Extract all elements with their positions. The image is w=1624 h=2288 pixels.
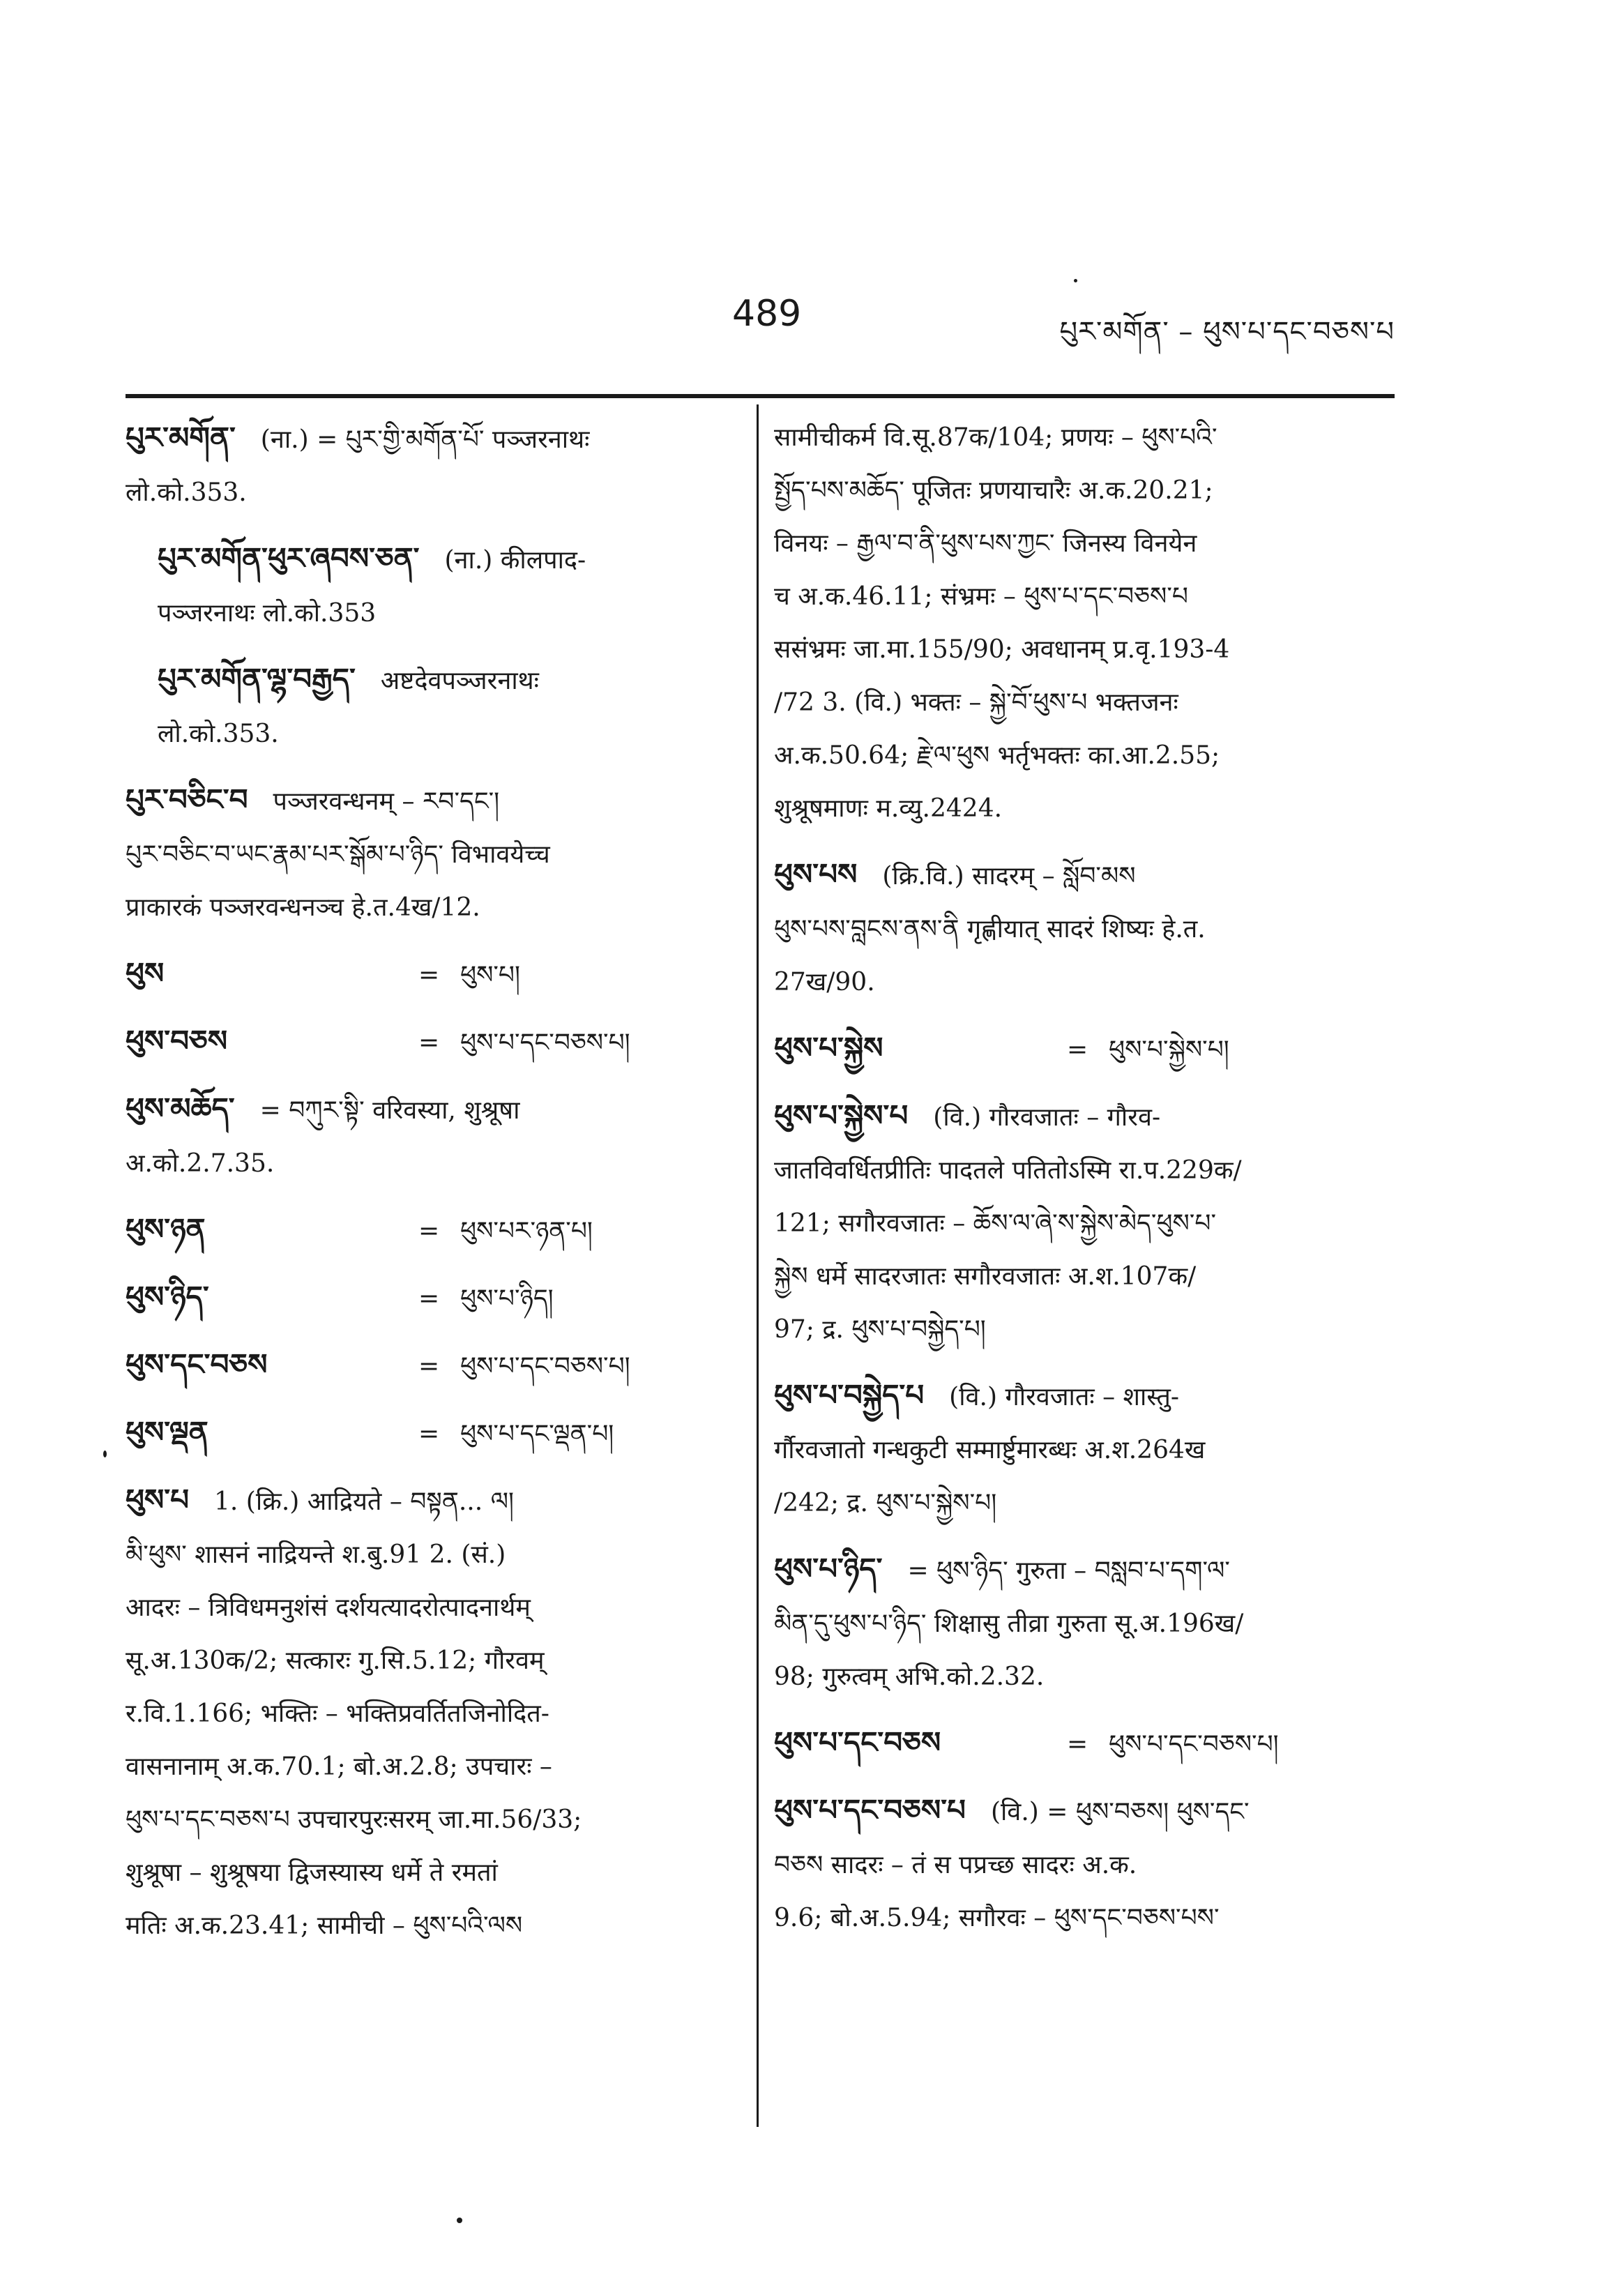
- entry-text-line: र.वि.1.166; भक्तिः – भक्तिप्रवर्तितजिनोदित-: [126, 1699, 549, 1728]
- entry-text-line: 98; गुरुत्वम् अभि.को.2.32.: [774, 1662, 1045, 1691]
- entry-text-line: /242; द्र. ཕུས་པ་སྐྱེས་པ།: [774, 1489, 997, 1517]
- dictionary-entry: [126, 1203, 718, 1258]
- dictionary-entry: [126, 773, 718, 934]
- entry-crossref: ཕུས་པ་དང་བཅས་པ།: [460, 1352, 630, 1381]
- entry-text-line: सू.अ.130क/2; सत्कारः गु.सि.5.12; गौरवम्: [126, 1646, 545, 1675]
- dictionary-entry: [126, 1338, 718, 1393]
- entry-headword: པུར་བཅིང་བ: [126, 782, 248, 817]
- dictionary-entry: [774, 1369, 1388, 1530]
- entry-text-line: 1. (क्रि.) आद्रियते – བསྟན... ལ།: [214, 1487, 515, 1516]
- entry-text-line: (वि.) गौरवजातः – शास्तु-: [949, 1383, 1180, 1411]
- entry-text-line: མིན་དུ་ཕུས་པ་ཉིད་ शिक्षासु तीव्रा गुरुता सू.अ.196ख/: [774, 1609, 1244, 1638]
- dictionary-entry: [774, 1784, 1388, 1945]
- equals-sign: =: [418, 1285, 440, 1313]
- entry-text-line: विनयः – རྒྱལ་བ་ནི་ཕུས་པས་ཀྱང་ जिनस्य विनयेन: [774, 529, 1197, 558]
- entry-text-line: लो.को.353.: [126, 478, 247, 507]
- header-rule: [126, 394, 1395, 398]
- equals-sign: =: [1067, 1036, 1088, 1064]
- entry-text-line: པུར་བཅིང་བ་ཡང་རྣམ་པར་སྒོམ་པ་ཉིད་ विभावयेच्च: [126, 840, 550, 869]
- entry-headword: ཕུས་ཉིད་: [126, 1280, 209, 1314]
- equals-sign: =: [418, 1029, 440, 1057]
- entry-text-line: पञ्जरनाथः लो.को.353: [158, 599, 377, 628]
- dictionary-entry: [126, 532, 718, 640]
- entry-crossref: ཕུས་པ་དང་བཅས་པ།: [1109, 1730, 1279, 1759]
- speck: [103, 1450, 107, 1457]
- entry-text-line: 121; सगौरवजातः – ཆོས་ལ་ཞེ་ས་སྐྱེས་མེད་ཕུས་པ་: [774, 1209, 1217, 1238]
- entry-crossref: ཕུས་པ་དང་བཅས་པ།: [460, 1029, 630, 1057]
- entry-text-line: བཅས सादरः – तं स पप्रच्छ सादरः अ.क.: [774, 1851, 1137, 1879]
- entry-text-line: 27ख/90.: [774, 968, 875, 997]
- entry-text-line: अ.को.2.7.35.: [126, 1149, 275, 1178]
- speck: [457, 2218, 462, 2223]
- entry-text-line: शुश्रूषमाणः म.व्यु.2424.: [774, 794, 1003, 823]
- entry-text-line: 97; द्र. ཕུས་པ་བསྐྱེད་པ།: [774, 1315, 986, 1344]
- entry-headword: ཕུས་དང་བཅས: [126, 1347, 268, 1381]
- entry-text-line: ཕུས་པས་བླངས་ནས་ནི गृह्णीयात् सादरं शिष्यः हे.त.: [774, 915, 1206, 944]
- entry-text-line: /72 3. (वि.) भक्तः – སྐྱེ་བོ་ཕུས་པ भक्तजनः: [774, 688, 1178, 717]
- entry-text-line: पञ्जरवन्धनम् – རབ་དང་།: [273, 787, 500, 816]
- entry-text-line: = ཕུས་ཉིད་ गुरुता – བསླབ་པ་དག་ལ་: [907, 1556, 1230, 1585]
- dictionary-entry: [774, 1543, 1388, 1704]
- entry-text-line: (वि.) गौरवजातः – गौरव-: [933, 1103, 1161, 1132]
- entry-headword: ཕུས་ཉན: [126, 1212, 206, 1246]
- entry-text-line: शुश्रूषा – शुश्रूषया द्विजस्यास्य धर्मे ते रमतां: [126, 1858, 498, 1887]
- entry-crossref: ཕུས་པ་དང་ལྡན་པ།: [460, 1420, 614, 1448]
- entry-headword: པུར་མགོན་ལྷ་བརྒྱད་: [158, 662, 356, 696]
- entry-text-line: (ना.) कीलपाद-: [444, 546, 586, 575]
- entry-text-line: ཕུས་པ་དང་བཅས་པ उपचारपुरःसरम् जा.मा.56/33;: [126, 1805, 582, 1834]
- dictionary-entry: [126, 1082, 718, 1190]
- entry-crossref: ཕུས་པ་ཉིད།: [460, 1285, 554, 1313]
- entry-text-line: आदरः – त्रिविधमनुशंसं दर्शयत्यादरोत्पादनार्थम्: [126, 1593, 531, 1622]
- entry-headword: ཕུས་ལྡན: [126, 1415, 208, 1449]
- entry-text-line: अ.क.50.64; རྗེ་ལ་ཕུས भर्तृभक्तः का.आ.2.55;: [774, 741, 1220, 770]
- dictionary-entry: [126, 653, 718, 761]
- right-column: [774, 411, 1388, 1957]
- entry-text-line: = བཀུར་སྟི་ वरिवस्या, शुश्रूषा: [259, 1096, 520, 1125]
- speck: [1074, 279, 1077, 282]
- entry-headword: པུར་མགོན་: [126, 421, 236, 455]
- entry-text-line: སྐྱེས धर्मे सादरजातः सगौरवजातः अ.श.107क/: [774, 1262, 1197, 1291]
- entry-crossref: ཕུས་པ།: [460, 961, 521, 990]
- entry-headword: པུར་མགོན་ཕུར་ཞབས་ཅན་: [158, 541, 420, 575]
- entry-headword: ཕུས་པ་དང་བཅས: [774, 1725, 941, 1759]
- entry-headword: ཕུས་པ་ཉིད་: [774, 1552, 883, 1586]
- dictionary-entry: [774, 1022, 1388, 1077]
- dictionary-entry: [126, 1015, 718, 1070]
- entry-text-line: वासनानाम् अ.क.70.1; बो.अ.2.8; उपचारः –: [126, 1752, 552, 1781]
- equals-sign: =: [418, 1217, 440, 1245]
- dictionary-entry: [774, 1089, 1388, 1356]
- equals-sign: =: [418, 1352, 440, 1381]
- entry-headword: ཕུས་པས: [774, 857, 858, 891]
- entry-headword: ཕུས་པ་དང་བཅས་པ: [774, 1793, 966, 1827]
- dictionary-entry: [126, 1271, 718, 1326]
- entry-text-line: जातविवर्धितप्रीतिः पादतले पतितोऽस्मि रा.प.229क/: [774, 1156, 1242, 1185]
- entry-text-line: (क्रि.वि.) सादरम् – སློབ་མས: [882, 862, 1136, 891]
- entry-text-line: अष्टदेवपञ्जरनाथः: [380, 667, 539, 695]
- entry-headword: ཕུས་པ་བསྐྱེད་པ: [774, 1378, 925, 1412]
- entry-text-line: प्राकारकं पञ्जरवन्धनञ्च हे.त.4ख/12.: [126, 893, 480, 922]
- entry-crossref: ཕུས་པར་ཉན་པ།: [460, 1217, 593, 1245]
- dictionary-entry: [126, 411, 718, 520]
- entry-headword: ཕུས: [126, 956, 165, 990]
- equals-sign: =: [418, 1420, 440, 1448]
- left-column: [126, 411, 718, 1965]
- dictionary-entry: [774, 848, 1388, 1009]
- entry-text-line: སྤྱོད་པས་མཆོད་ पूजितः प्रणयाचारैः अ.क.20.21;: [774, 476, 1213, 505]
- entry-text-line: (वि.) = ཕུས་བཅས། ཕུས་དང་: [990, 1798, 1250, 1826]
- entry-headword: ཕུས་བཅས: [126, 1024, 228, 1058]
- entry-text-line: ससंभ्रमः जा.मा.155/90; अवधानम् प्र.वृ.193-4: [774, 635, 1230, 664]
- entry-headword: ཕུས་མཆོད་: [126, 1091, 235, 1126]
- entry-text-line: र्गौरवजातो गन्धकुटी सम्मार्ष्टुमारब्धः अ.श.264ख: [774, 1436, 1206, 1464]
- dictionary-entry: [774, 1716, 1388, 1771]
- column-divider: [757, 404, 759, 2127]
- dictionary-entry: [774, 411, 1388, 835]
- entry-text-line: मतिः अ.क.23.41; सामीची – ཕུས་པའི་ལས: [126, 1911, 523, 1940]
- entry-text-line: सामीचीकर्म वि.सू.87क/104; प्रणयः – ཕུས་པའི་: [774, 423, 1217, 452]
- running-head: པུར་མགོན་ – ཕུས་པ་དང་བཅས་པ: [1059, 316, 1395, 348]
- entry-headword: ཕུས་པ: [126, 1483, 190, 1517]
- entry-text-line: 9.6; बो.अ.5.94; सगौरवः – ཕུས་དང་བཅས་པས་: [774, 1904, 1220, 1932]
- dictionary-entry: [126, 947, 718, 1002]
- dictionary-entry: [126, 1406, 718, 1461]
- entry-text-line: མི་ཕུས་ शासनं नाद्रियन्ते श.बु.91 2. (सं.): [126, 1540, 506, 1569]
- equals-sign: =: [1067, 1730, 1088, 1759]
- dictionary-entry: [126, 1473, 718, 1953]
- page-header: [126, 293, 1395, 356]
- entry-text-line: च अ.क.46.11; संभ्रमः – ཕུས་པ་དང་བཅས་པ: [774, 582, 1188, 611]
- entry-text-line: लो.को.353.: [158, 720, 279, 748]
- entry-headword: ཕུས་པ་སྐྱེས: [774, 1031, 883, 1065]
- equals-sign: =: [418, 961, 440, 990]
- page-number: 489: [732, 293, 802, 335]
- entry-crossref: ཕུས་པ་སྐྱེས་པ།: [1109, 1036, 1229, 1064]
- entry-text-line: (ना.) = པུར་གྱི་མགོན་པོ་ पञ्जरनाथः: [260, 425, 590, 454]
- entry-headword: ཕུས་པ་སྐྱེས་པ: [774, 1098, 909, 1132]
